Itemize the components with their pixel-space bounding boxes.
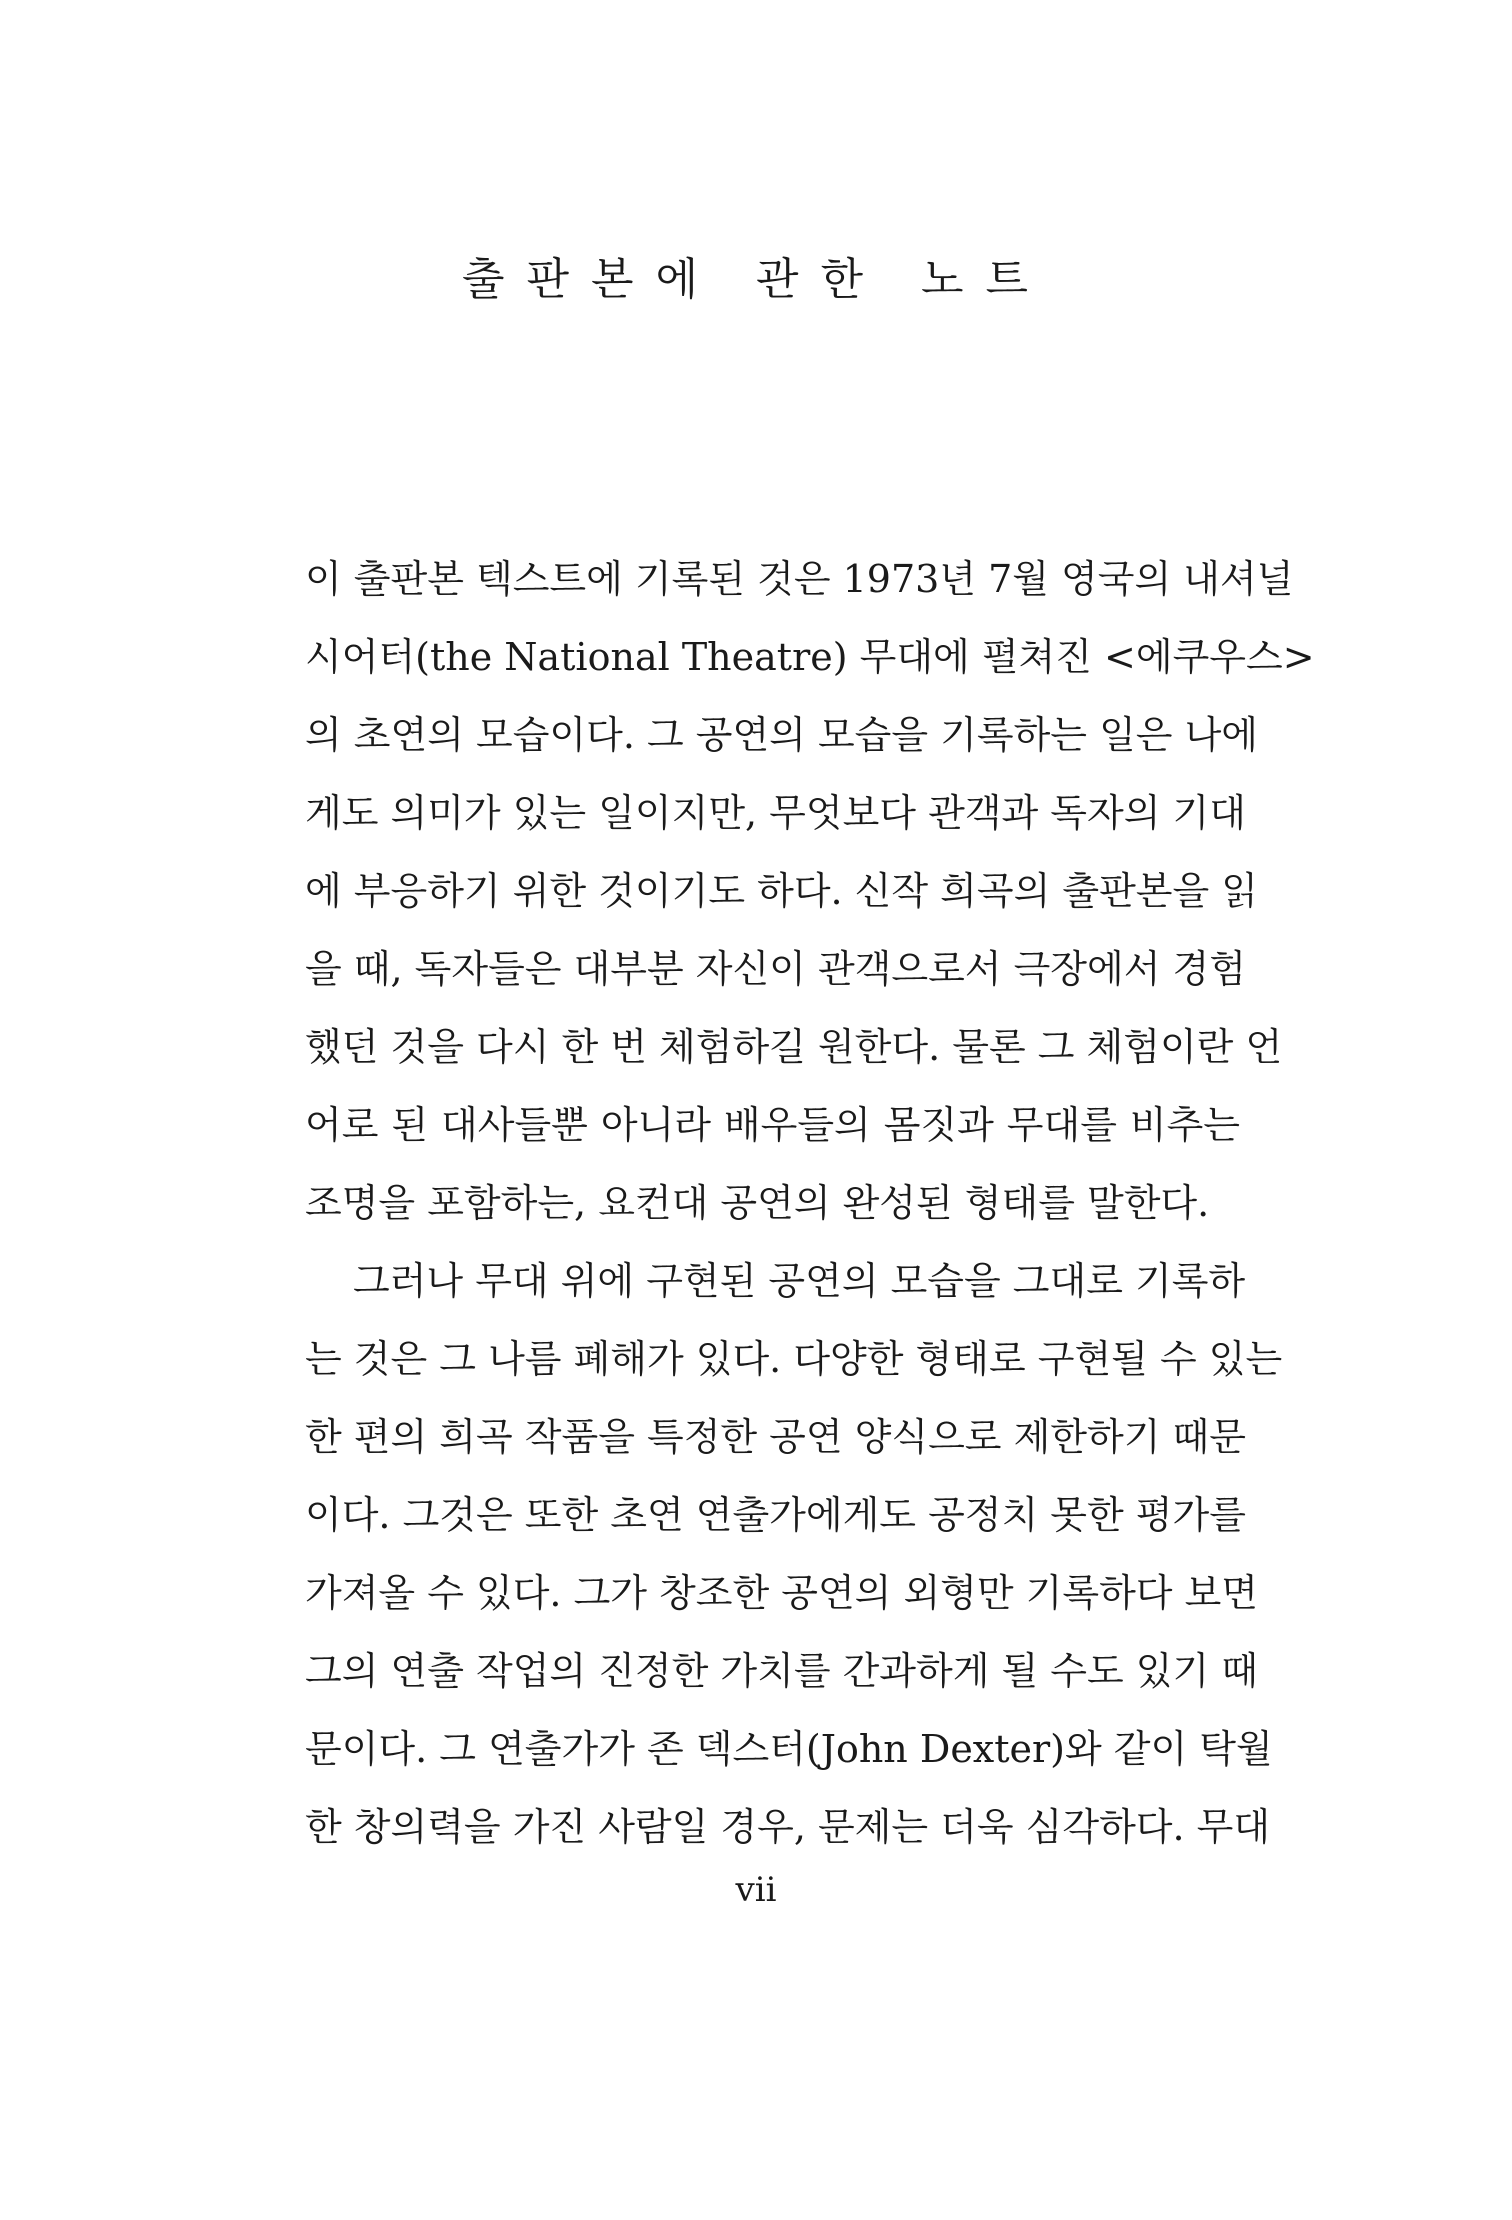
text-line: 이 출판본 텍스트에 기록된 것은 1973년 7월 영국의 내셔널 — [305, 557, 1294, 601]
text-line: 을 때, 독자들은 대부분 자신이 관객으로서 극장에서 경험 — [305, 947, 1246, 991]
text-line: 그러나 무대 위에 구현된 공연의 모습을 그대로 기록하 — [353, 1259, 1246, 1303]
text-line: 게도 의미가 있는 일이지만, 무엇보다 관객과 독자의 기대 — [305, 791, 1246, 835]
text-line: 시어터(the National Theatre) 무대에 펼쳐진 <에쿠우스> — [305, 635, 1315, 679]
page-number: vii — [735, 1870, 777, 1910]
text-line: 는 것은 그 나름 폐해가 있다. 다양한 형태로 구현될 수 있는 — [305, 1337, 1283, 1381]
text-line: 에 부응하기 위한 것이기도 하다. 신작 희곡의 출판본을 읽 — [305, 869, 1258, 913]
text-line: 했던 것을 다시 한 번 체험하길 원한다. 물론 그 체험이란 언 — [305, 1025, 1283, 1069]
text-line: 조명을 포함하는, 요컨대 공연의 완성된 형태를 말한다. — [305, 1181, 1210, 1225]
text-line: 이다. 그것은 또한 초연 연출가에게도 공정치 못한 평가를 — [305, 1493, 1246, 1537]
text-line: 의 초연의 모습이다. 그 공연의 모습을 기록하는 일은 나에 — [305, 713, 1258, 757]
page-title: 출판본에 관한 노트 — [461, 254, 1050, 305]
text-line: 가져올 수 있다. 그가 창조한 공연의 외형만 기록하다 보면 — [305, 1571, 1258, 1615]
text-line: 그의 연출 작업의 진정한 가치를 간과하게 될 수도 있기 때 — [305, 1649, 1258, 1693]
text-line: 어로 된 대사들뿐 아니라 배우들의 몸짓과 무대를 비추는 — [305, 1103, 1240, 1147]
text-line: 문이다. 그 연출가가 존 덱스터(John Dexter)와 같이 탁월 — [305, 1727, 1273, 1771]
body-text — [305, 540, 1315, 1866]
text-line: 한 창의력을 가진 사람일 경우, 문제는 더욱 심각하다. 무대 — [305, 1805, 1271, 1849]
text-line: 한 편의 희곡 작품을 특정한 공연 양식으로 제한하기 때문 — [305, 1415, 1246, 1459]
